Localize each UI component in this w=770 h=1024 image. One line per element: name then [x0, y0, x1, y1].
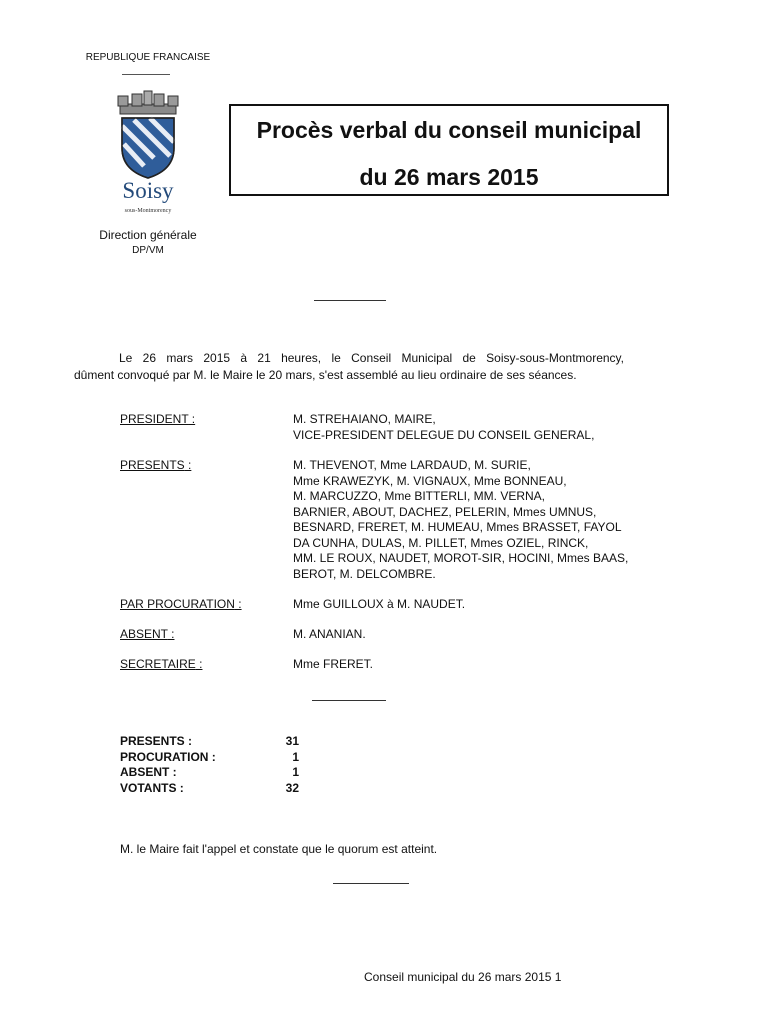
presents-line: M. THEVENOT, Mme LARDAUD, M. SURIE, [293, 458, 531, 472]
presents-line: BESNARD, FRERET, M. HUMEAU, Mmes BRASSET, FAYOL [293, 520, 622, 534]
presents-line: M. MARCUZZO, Mme BITTERLI, MM. VERNA, [293, 489, 546, 503]
title-line-1: Procès verbal du conseil municipal [256, 117, 642, 143]
president-colon: : [188, 412, 196, 426]
direction-label: Direction générale [99, 228, 197, 242]
count-label: ABSENT : [120, 765, 177, 779]
separator-rule [312, 700, 386, 701]
logo-wordmark: Soisy [122, 178, 174, 203]
count-value: 1 [292, 749, 299, 764]
president-label [120, 412, 195, 426]
title-box [229, 104, 669, 196]
direction-block [0, 228, 296, 258]
presents-line: DA CUNHA, DULAS, M. PILLET, Mmes OZIEL, RINCK, [293, 535, 589, 550]
presents-colon: : [184, 458, 192, 472]
presents-line: MM. LE ROUX, NAUDET, MOROT-SIR, HOCINI, Mmes BAAS, [293, 551, 629, 565]
intro-line-2: dûment convoqué par M. le Maire le 20 mars, s'est assemblé au lieu ordinaire de ses séances. [74, 368, 577, 382]
intro-line-1: Le 26 mars 2015 à 21 heures, le Conseil Municipal de Soisy-sous-Montmorency, [119, 351, 624, 365]
republique-heading: REPUBLIQUE FRANCAISE [85, 52, 211, 63]
soisy-crest-logo [110, 90, 186, 186]
procuration-value: Mme GUILLOUX à M. NAUDET. [293, 597, 466, 611]
procuration-label-text: PAR PROCURATION [120, 597, 235, 611]
count-value: 32 [285, 780, 299, 795]
separator-rule [314, 300, 386, 301]
president-label-text: PRESIDENT [120, 412, 189, 426]
absent-value: M. ANANIAN. [293, 627, 366, 641]
president-line: M. STREHAIANO, MAIRE, [293, 412, 436, 426]
presents-value [293, 458, 628, 582]
presents-line: BARNIER, ABOUT, DACHEZ, PELERIN, Mmes UMNUS, [293, 504, 597, 519]
logo-subtitle: sous-Montmorency [124, 208, 172, 214]
count-value: 31 [285, 734, 299, 748]
secretaire-colon: : [195, 657, 203, 671]
heading-rule [122, 74, 170, 75]
count-label: PROCURATION : [120, 749, 216, 764]
count-value: 1 [292, 765, 299, 779]
absent-colon: : [167, 627, 175, 641]
absent-label-text: ABSENT [120, 627, 168, 641]
page-footer: Conseil municipal du 26 mars 2015 1 [364, 970, 562, 984]
presents-label-text: PRESENTS [120, 458, 185, 472]
absent-label [120, 627, 174, 641]
secretaire-label [120, 657, 202, 671]
count-label: PRESENTS : [120, 734, 193, 748]
president-value [293, 412, 594, 443]
presents-label [120, 458, 191, 472]
separator-rule [333, 883, 409, 884]
president-line: VICE-PRESIDENT DELEGUE DU CONSEIL GENERAL, [293, 427, 595, 442]
procuration-colon: : [234, 597, 242, 611]
procuration-label [120, 597, 242, 611]
quorum-statement: M. le Maire fait l'appel et constate que le quorum est atteint. [120, 842, 438, 856]
count-label: VOTANTS : [120, 780, 184, 795]
title-line-2: du 26 mars 2015 [359, 164, 539, 190]
presents-line: BEROT, M. DELCOMBRE. [293, 566, 436, 581]
secretaire-label-text: SECRETAIRE [120, 657, 196, 671]
direction-code: DP/VM [132, 245, 164, 256]
secretaire-value: Mme FRERET. [293, 657, 374, 671]
intro-paragraph [74, 350, 624, 384]
presents-line: Mme KRAWEZYK, M. VIGNAUX, Mme BONNEAU, [293, 473, 567, 488]
